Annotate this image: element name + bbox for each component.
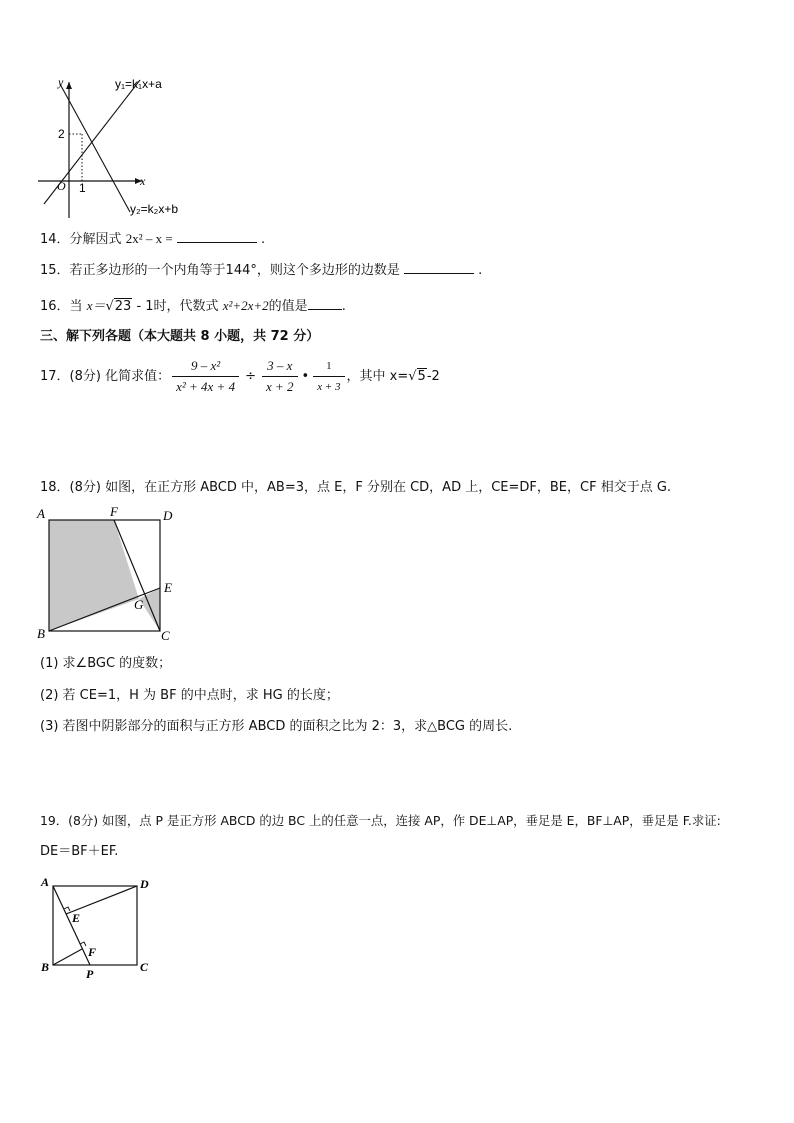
q19-label-C: C [140, 960, 149, 974]
q17-fraction-1 [172, 358, 239, 395]
q19-label-E: E [72, 911, 81, 925]
q17-dot: • [301, 368, 310, 384]
q17-fraction-2 [262, 358, 298, 395]
q14-prefix: 14．分解因式 [40, 232, 122, 247]
question-18-stem: 18．(8分) 如图，在正方形 ABCD 中，AB=3，点 E，F 分别在 CD，AD 上，CE=DF，BE，CF 相交于点 G. [40, 480, 672, 495]
linear-functions-graph [30, 72, 200, 222]
q15-answer-blank[interactable] [404, 261, 474, 274]
question-19-line-1: 19．(8分) 如图，点 P 是正方形 ABCD 的边 BC 上的任意一点，连接 AP，作 DE⊥AP，垂足是 E，BF⊥AP，垂足是 F.求证: [40, 813, 721, 828]
q18-label-D: D [163, 508, 173, 523]
q17-fraction-3 [313, 358, 344, 395]
q17-f3-num: 1 [313, 358, 344, 377]
q17-radicand: 5 [417, 369, 426, 384]
q18-part-2: (2) 若 CE=1，H 为 BF 的中点时，求 HG 的长度； [40, 688, 339, 703]
q17-f2-num: 3 – x [262, 358, 298, 377]
q18-label-G: G [134, 597, 144, 612]
q17-tail: -2 [426, 368, 440, 384]
q18-part-3: (3) 若图中阴影部分的面积与正方形 ABCD 的面积之比为 2：3，求△BCG 的周长. [40, 719, 513, 734]
q16-suffix: . [341, 299, 346, 314]
q17-where: ，其中 x= [346, 368, 409, 384]
question-17 [40, 358, 440, 395]
q18-label-C: C [161, 628, 170, 643]
q16-mid: 的值是 [268, 299, 308, 314]
q17-div: ÷ [245, 368, 256, 384]
q16-after-sqrt: - 1时，代数式 [132, 299, 219, 314]
q16-radicand: 23 [114, 299, 132, 314]
question-19-line-2: DE＝BF＋EF. [40, 844, 119, 859]
q14-expr: 2x² – x = [125, 231, 173, 246]
section-3-heading [40, 329, 319, 345]
q19-label-P: P [86, 967, 94, 981]
q17-f3-den: x + 3 [317, 381, 341, 393]
tick-y-2: 2 [58, 127, 65, 141]
q18-label-F: F [110, 504, 118, 519]
q18-label-E: E [164, 580, 172, 595]
q19-label-B: B [41, 960, 50, 974]
q18-square-figure [34, 504, 184, 646]
q19-label-A: A [41, 875, 50, 889]
tick-x-1: 1 [79, 181, 86, 195]
section-3-title: 三、解下列各题（本大题共 8 小题，共 72 分） [40, 329, 320, 344]
q18-label-B: B [37, 626, 45, 641]
q19-label-D: D [140, 877, 149, 891]
question-16 [40, 297, 346, 315]
q17-f1-den: x² + 4x + 4 [176, 379, 236, 394]
q15-text: 15．若正多边形的一个内角等于144°，则这个多边形的边数是 [40, 263, 400, 278]
q17-f1-num: 9 – x² [172, 358, 239, 377]
q18-part-1: (1) 求∠BGC 的度数； [40, 656, 172, 671]
sqrt-symbol: √ [105, 299, 114, 314]
axis-y-label: y [58, 75, 64, 89]
axis-x-label: x [140, 174, 146, 188]
q16-prefix: 16．当 [40, 299, 83, 314]
q19-label-F: F [88, 945, 97, 959]
q17-f2-den: x + 2 [265, 379, 294, 394]
q17-prefix: 17．(8分) 化简求值： [40, 368, 171, 384]
sqrt-symbol: √ [408, 368, 417, 384]
origin-label: O [57, 179, 66, 193]
q18-label-A: A [37, 506, 45, 521]
q16-expr: x²+2x+2 [222, 298, 269, 313]
q16-x-eq: x＝ [86, 298, 106, 313]
q19-square-figure [36, 872, 166, 982]
question-15 [40, 261, 482, 279]
line1-label: y₁=k₁x+a [115, 77, 162, 91]
q14-answer-blank[interactable] [177, 230, 257, 243]
q14-suffix: . [260, 232, 266, 247]
q16-answer-blank[interactable] [308, 297, 342, 310]
q15-suffix: . [478, 263, 483, 278]
line2-label: y₂=k₂x+b [130, 202, 179, 216]
question-14 [40, 230, 265, 248]
